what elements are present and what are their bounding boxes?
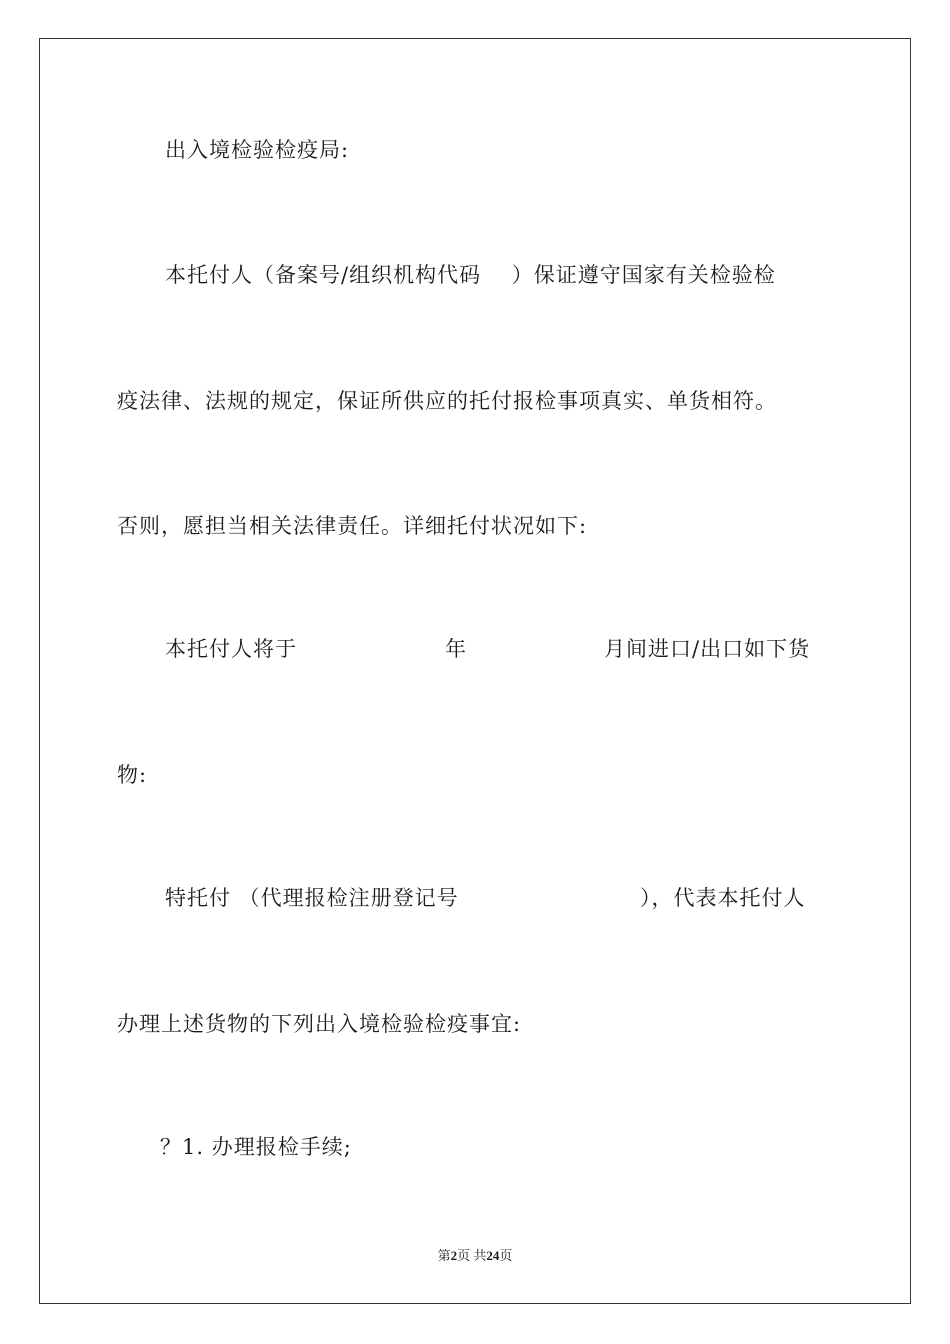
paragraph-2-end: 月间进口/出口如下货: [604, 637, 811, 661]
addressee-line: 出入境检验检疫局:: [165, 138, 350, 162]
footer-page-mid: 页 共: [457, 1248, 487, 1263]
paragraph-3-start: 特托付 （代理报检注册登记号: [165, 886, 459, 910]
page-footer: [0, 1247, 950, 1265]
footer-page-suffix: 页: [499, 1248, 513, 1263]
paragraph-3-line-2: 办理上述货物的下列出入境检验检疫事宜:: [117, 1012, 522, 1036]
footer-page-number: 2: [450, 1248, 458, 1263]
page-frame: [39, 38, 911, 1304]
paragraph-2-line-2: 物:: [117, 763, 148, 787]
paragraph-2-start: 本托付人将于: [165, 637, 297, 661]
paragraph-1-line-3: 否则，愿担当相关法律责任。详细托付状况如下:: [117, 514, 588, 538]
footer-page-total: 24: [486, 1248, 500, 1263]
paragraph-3-end: ），代表本托付人: [640, 886, 806, 910]
list-item-1: ？1. 办理报检手续;: [160, 1135, 352, 1159]
paragraph-1-line-1: 本托付人（备案号/组织机构代码 ）保证遵守国家有关检验检: [165, 263, 776, 287]
paragraph-2-year: 年: [445, 637, 467, 661]
footer-page-prefix: 第: [437, 1248, 451, 1263]
paragraph-1-line-2: 疫法律、法规的规定，保证所供应的托付报检事项真实、单货相符。: [117, 389, 777, 413]
